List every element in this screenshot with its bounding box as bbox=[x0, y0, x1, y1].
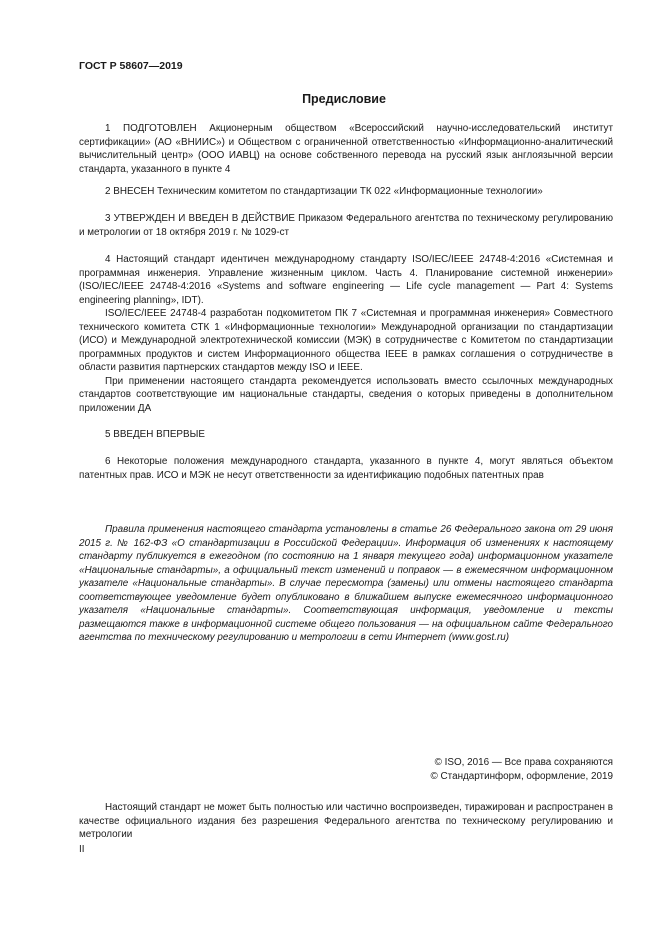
page-title: Предисловие bbox=[302, 92, 386, 106]
item-4 bbox=[79, 253, 613, 415]
paragraph-4c: При применении настоящего стандарта рекомендуется использовать вместо ссылочных международных стандартов соответствующие им национальные стандарты, сведения о которых приведены в дополнительном приложении ДА bbox=[79, 375, 613, 414]
copyright-iso: © ISO, 2016 — Все права сохраняются bbox=[434, 757, 613, 768]
paragraph-1: 1 ПОДГОТОВЛЕН Акционерным обществом «Всероссийский научно-исследовательский институт сертификации» (АО «ВНИИС») и Обществом с ограниченной ответственностью «Информационно-аналитический вычислительный центр» (ООО ИАВЦ) на основе собственного перевода на русский язык англоязычной версии стандарта, указанного в пункте 4 bbox=[79, 123, 613, 175]
application-notice bbox=[79, 523, 613, 645]
item-1 bbox=[79, 122, 613, 176]
copyright-standartinform: © Стандартинформ, оформление, 2019 bbox=[430, 770, 613, 782]
reproduction-notice bbox=[79, 801, 613, 842]
paragraph-4b: ISO/IEC/IEEE 24748-4 разработан подкомитетом ПК 7 «Системная и программная инженерия» Совместного технического комитета СТК 1 «Информационные технологии» Международной организации по стандартизации (ИСО) и Международной электротехнической комиссии (МЭК) в сотрудничестве с Комитетом по стандартизации программных продуктов и систем Информационного общества IEEE в рамках соглашения о сотрудничестве в области развития партнерских стандартов между ISO и IEEE. bbox=[79, 308, 613, 373]
reproduction-notice-text: Настоящий стандарт не может быть полностью или частично воспроизведен, тиражирован и распространен в качестве официального издания без разрешения Федерального агентства по техническому регулированию и метрологии bbox=[79, 802, 613, 840]
item-3 bbox=[79, 212, 613, 239]
item-2 bbox=[79, 185, 613, 199]
paragraph-3: 3 УТВЕРЖДЕН И ВВЕДЕН В ДЕЙСТВИЕ Приказом Федерального агентства по техническому регулированию и метрологии от 18 октября 2019 г. № 1029-ст bbox=[79, 213, 613, 238]
item-6 bbox=[79, 455, 613, 482]
paragraph-6: 6 Некоторые положения международного стандарта, указанного в пункте 4, могут являться объектом патентных прав. ИСО и МЭК не несут ответственности за идентификацию подобных патентных прав bbox=[79, 456, 613, 481]
application-notice-text: Правила применения настоящего стандарта установлены в статье 26 Федерального закона от 29 июня 2015 г. № 162-ФЗ «О стандартизации в Российской Федерации». Информация об изменениях к настоящему стандарту публикуется в ежегодном (по состоянию на 1 января текущего года) информационном указателе «Национальные стандарты», а официальный текст изменений и поправок — в ежемесячном информационном указателе «Национальные стандарты». В случае пересмотра (замены) или отмены настоящего стандарта соответствующее уведомление будет опубликовано в ближайшем выпуске ежемесячного информационного указателя «Национальные стандарты». Соответствующая информация, уведомление и тексты размещаются также в информационной системе общего пользования — на официальном сайте Федерального агентства по техническому регулированию и метрологии в сети Интернет (www.gost.ru) bbox=[79, 524, 613, 643]
item-5 bbox=[79, 428, 613, 442]
paragraph-2: 2 ВНЕСЕН Техническим комитетом по стандартизации ТК 022 «Информационные технологии» bbox=[105, 186, 543, 197]
paragraph-4a: 4 Настоящий стандарт идентичен международному стандарту ISO/IEC/IEEE 24748-4:2016 «Системная и программная инженерия. Управление жизненным циклом. Часть 4. Планирование системной инженерии» (ISO/IEC/IEEE 24748-4:2016 «Systems and software engineering — Life cycle management — Part 4: Systems engineering planning», IDT). bbox=[79, 254, 613, 306]
standard-designation: ГОСТ Р 58607—2019 bbox=[79, 60, 183, 72]
page-number: II bbox=[79, 844, 85, 855]
copyright-block bbox=[213, 756, 613, 783]
paragraph-5: 5 ВВЕДЕН ВПЕРВЫЕ bbox=[105, 429, 205, 440]
